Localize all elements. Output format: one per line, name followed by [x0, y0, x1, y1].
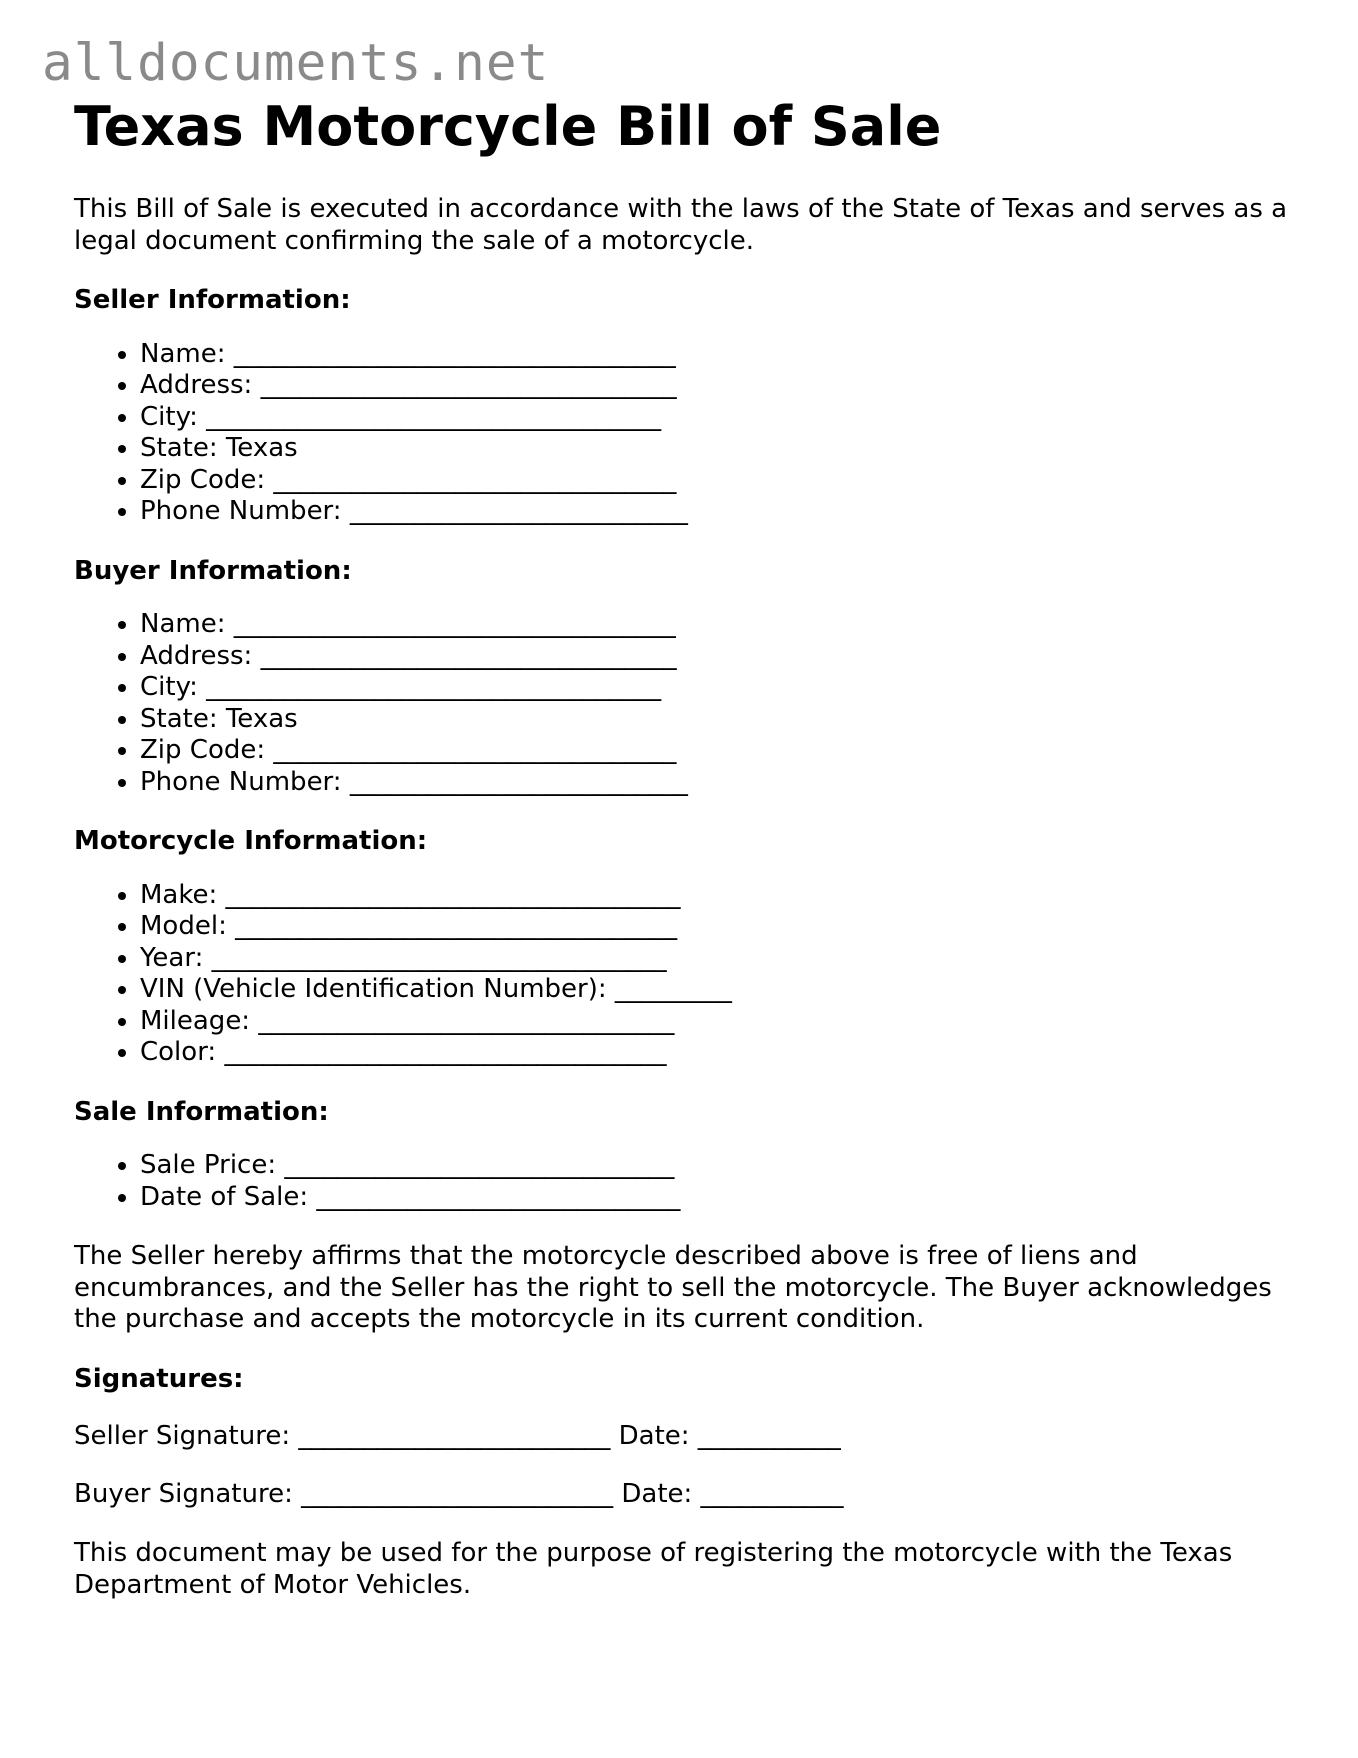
motorcycle-vin-field: • VIN (Vehicle Identification Number): _________	[140, 974, 1294, 1006]
buyer-name-field: • Name: __________________________________	[140, 609, 1294, 641]
motorcycle-color-field: • Color: __________________________________	[140, 1037, 1294, 1069]
buyer-fields-list	[74, 609, 1294, 798]
seller-state-field: • State: Texas	[140, 433, 1294, 465]
buyer-heading: Buyer Information:	[74, 555, 352, 586]
buyer-signature-line: Buyer Signature: ________________________ Date: ___________	[74, 1478, 844, 1509]
motorcycle-mileage-field: • Mileage: ________________________________	[140, 1006, 1294, 1038]
sale-heading: Sale Information:	[74, 1096, 329, 1127]
motorcycle-heading: Motorcycle Information:	[74, 826, 428, 856]
motorcycle-make-field: • Make: ___________________________________	[140, 880, 1294, 912]
buyer-state-field: • State: Texas	[140, 704, 1294, 736]
seller-zip-field: • Zip Code: _______________________________	[140, 465, 1294, 497]
signatures-heading: Signatures:	[74, 1363, 244, 1394]
intro-paragraph: This Bill of Sale is executed in accordance with the laws of the State of Texas and serves as a legal document confirming the sale of a motorcycle.	[74, 194, 1288, 256]
seller-name-field: • Name: __________________________________	[140, 339, 1294, 371]
seller-address-field: • Address: ________________________________	[140, 370, 1294, 402]
seller-signature-line: Seller Signature: ________________________ Date: ___________	[74, 1421, 841, 1451]
watermark: alldocuments.net	[42, 34, 550, 93]
sale-fields-list	[74, 1150, 1294, 1213]
buyer-city-field: • City: ___________________________________	[140, 672, 1294, 704]
motorcycle-fields-list	[74, 880, 1294, 1069]
page-title: Texas Motorcycle Bill of Sale	[74, 95, 942, 158]
buyer-address-field: • Address: ________________________________	[140, 641, 1294, 673]
footer-paragraph: This document may be used for the purpose of registering the motorcycle with the Texas Department of Motor Vehicles.	[74, 1538, 1233, 1600]
document-page	[74, 92, 1294, 1601]
seller-fields-list	[74, 339, 1294, 528]
affirmation-paragraph: The Seller hereby affirms that the motorcycle described above is free of liens and encumbrances, and the Seller has the right to sell the motorcycle. The Buyer acknowledges the purchase and accepts the motorcycle in its current condition.	[74, 1241, 1272, 1334]
seller-heading: Seller Information:	[74, 285, 351, 315]
seller-city-field: • City: ___________________________________	[140, 402, 1294, 434]
buyer-zip-field: • Zip Code: _______________________________	[140, 735, 1294, 767]
sale-date-field: • Date of Sale: ____________________________	[140, 1182, 1294, 1214]
seller-phone-field: • Phone Number: __________________________	[140, 496, 1294, 528]
buyer-phone-field: • Phone Number: __________________________	[140, 767, 1294, 799]
motorcycle-year-field: • Year: ___________________________________	[140, 943, 1294, 975]
motorcycle-model-field: • Model: __________________________________	[140, 911, 1294, 943]
sale-price-field: • Sale Price: ______________________________	[140, 1150, 1294, 1182]
